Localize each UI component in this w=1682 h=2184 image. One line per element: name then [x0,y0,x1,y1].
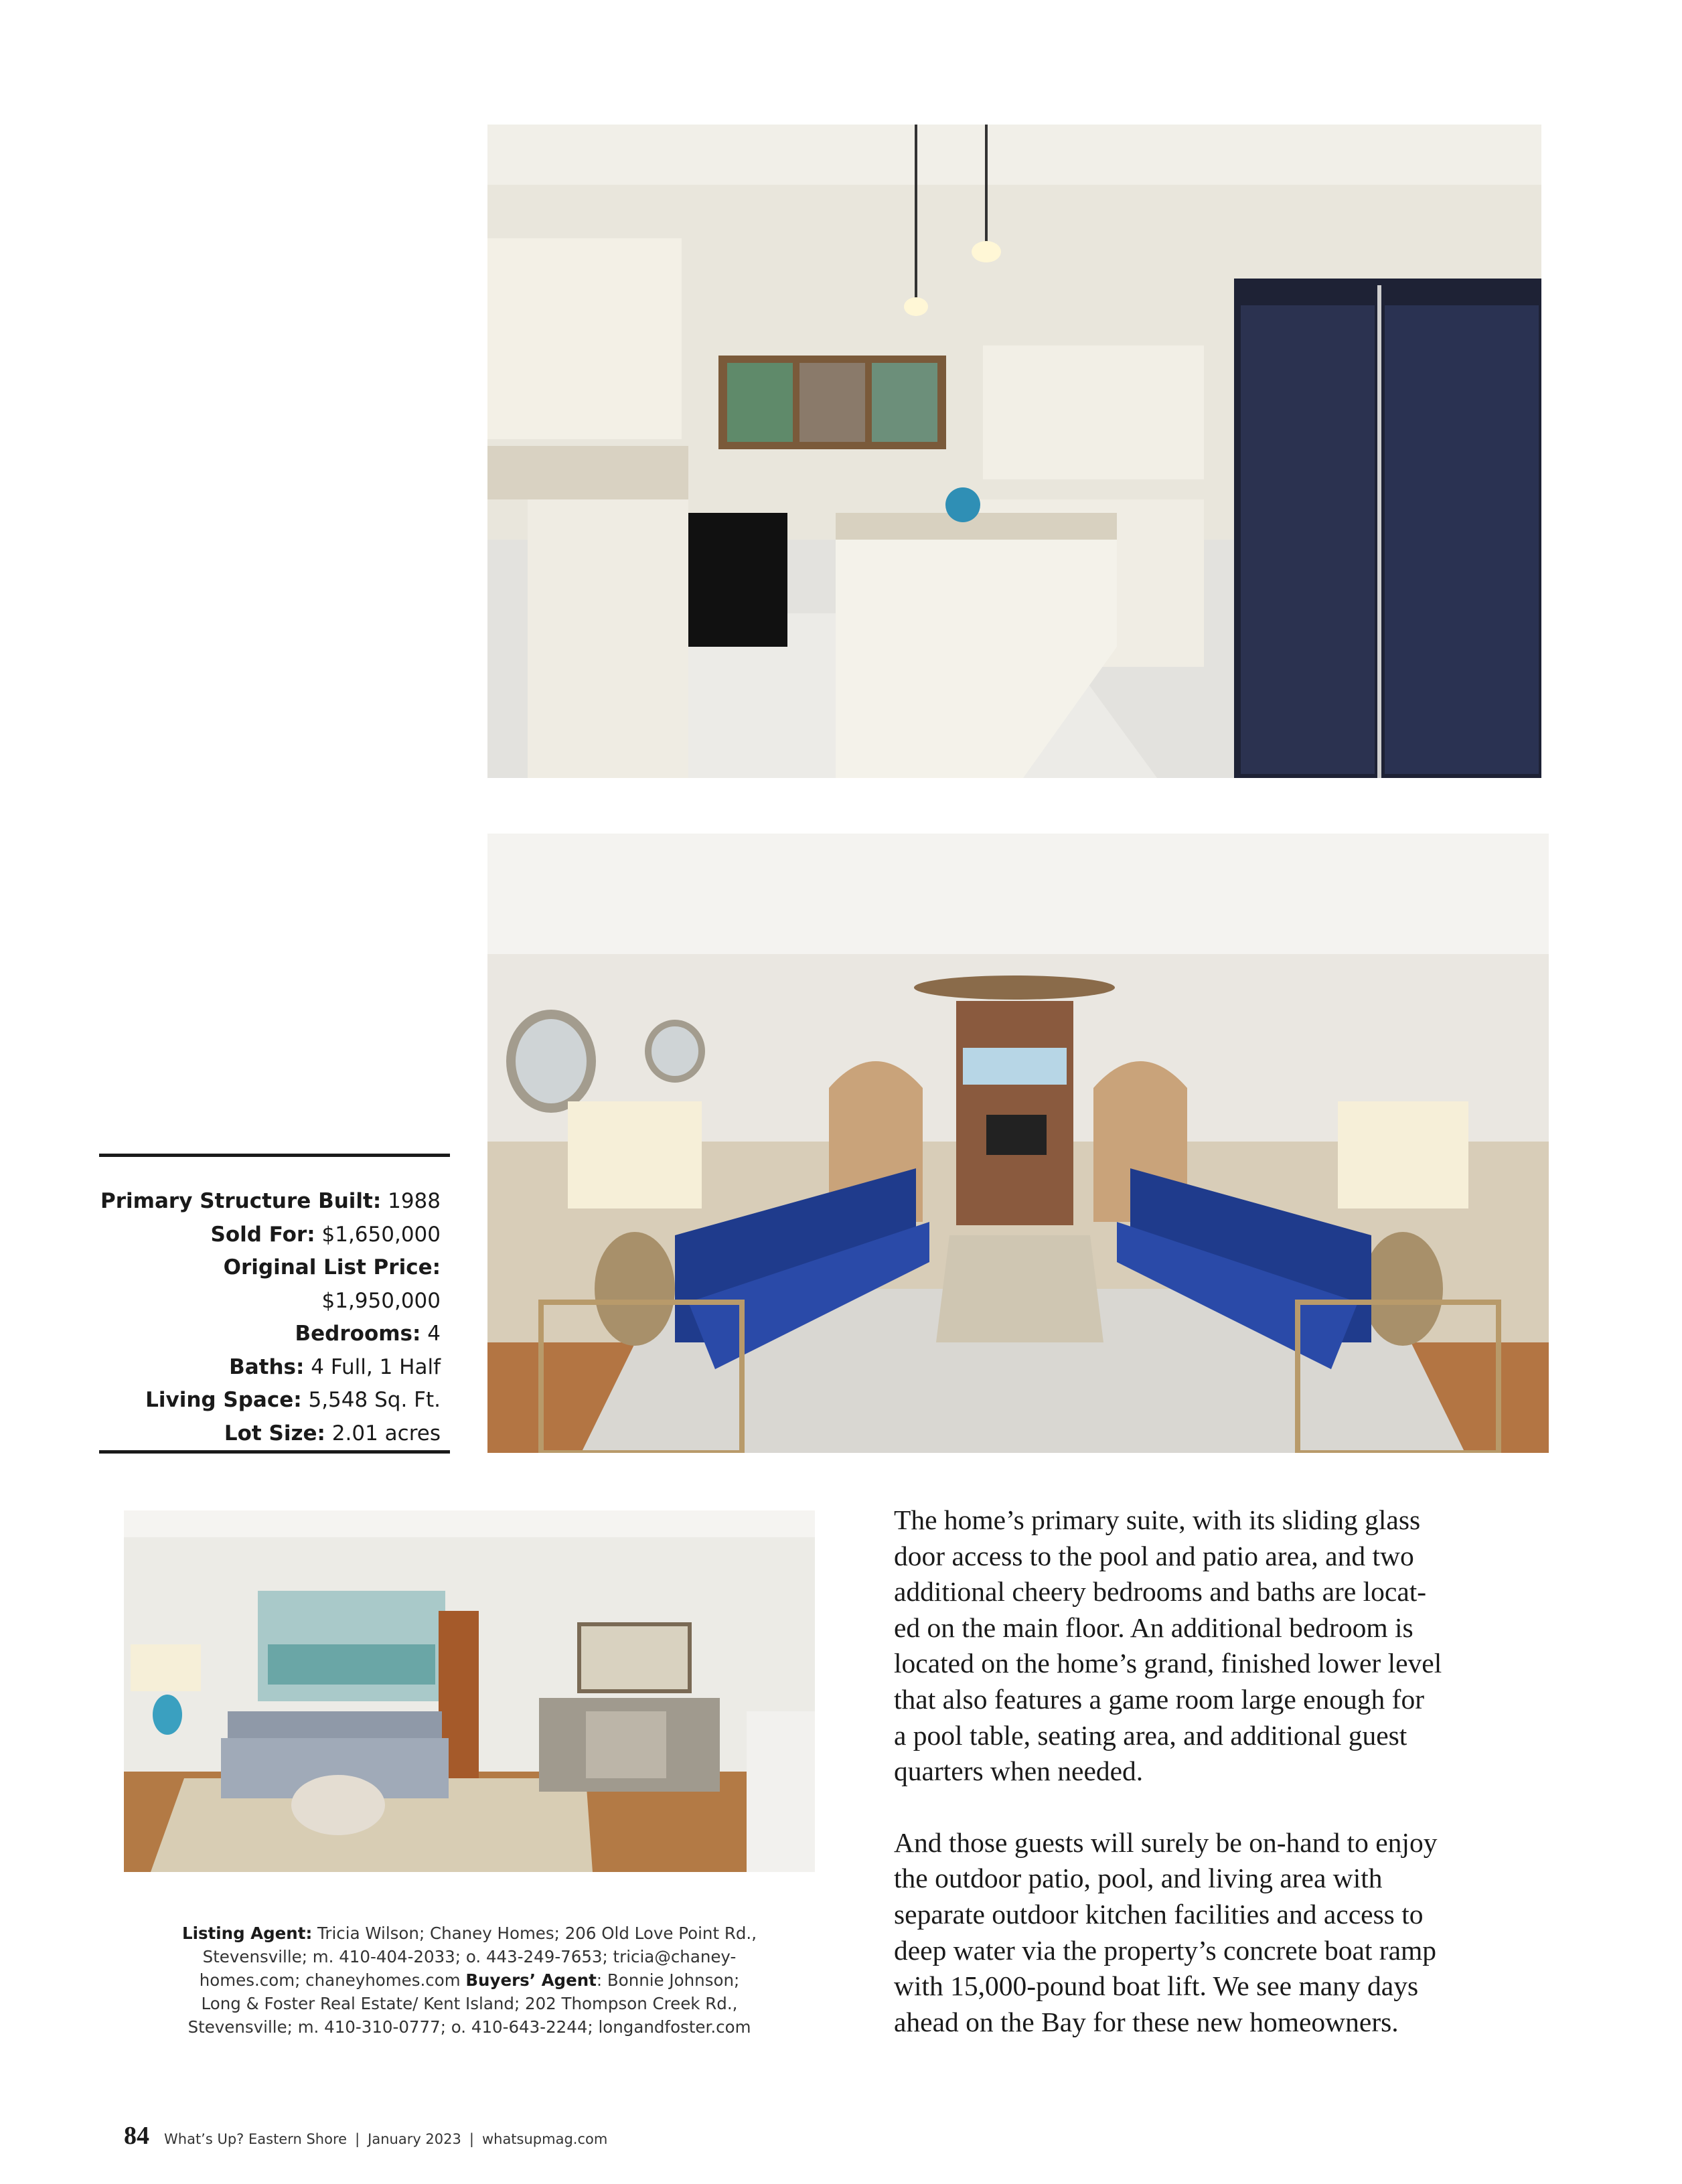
property-specs [99,1185,441,1450]
spec-bedrooms: Bedrooms: 4 [295,1322,441,1346]
spec-living-space: Living Space: 5,548 Sq. Ft. [145,1388,441,1412]
page-number: 84 [124,2122,149,2150]
spec-year-built: Primary Structure Built: 1988 [100,1189,441,1213]
website: whatsupmag.com [481,2131,608,2147]
publication-name: What’s Up? Eastern Shore [164,2131,348,2147]
spec-lot-size: Lot Size: 2.01 acres [224,1421,441,1446]
spec-baths: Baths: 4 Full, 1 Half [229,1354,441,1379]
article-paragraph-2: And those guests will surely be on-hand to enjoy the outdoor patio, pool, and living area with separate outdoor kitchen facilities and access to deep water via the property’s concrete boat ramp with 15,000-pound boat lift. We see many days ahead on the Bay for these new homeowners. [894,1826,1438,2037]
family-room-photo [124,1510,815,1872]
kitchen-photo [487,125,1541,778]
article-paragraph-1: The home’s primary suite, with its sliding glass door access to the pool and patio area, and two additional cheery bedrooms and baths are locat- ed on the main floor. An additional bedroom is located on the home’s grand, finished lower level that also features a game room large enough for a pool table, seating area, and additional guest quarters when needed. [894,1504,1442,1787]
spec-original-list-price: Original List Price: $1,950,000 [223,1255,441,1313]
footer-separator: | [355,2131,360,2147]
specs-top-rule [99,1154,450,1157]
footer-separator: | [469,2131,474,2147]
spec-sold-for: Sold For: $1,650,000 [210,1222,441,1247]
page-footer [124,2121,607,2151]
agent-credits: Listing Agent: Tricia Wilson; Chaney Homes; 206 Old Love Point Rd., Stevensville; m. 410-404-2033; o. 443-249-7653; tricia@chaney- homes.com; chaneyhomes.com Buyers’ Agent: Bonnie Johnson; Long & Foster Real Estate/ Kent Island; 202 Thompson Creek Rd., Stevensville; m. 410-310-0777; o. 410-643-2244; longandfoster.com [181,1924,757,2037]
article-body [894,1502,1537,2040]
specs-bottom-rule [99,1450,450,1454]
issue-date: January 2023 [368,2131,461,2147]
living-room-photo [487,834,1549,1453]
